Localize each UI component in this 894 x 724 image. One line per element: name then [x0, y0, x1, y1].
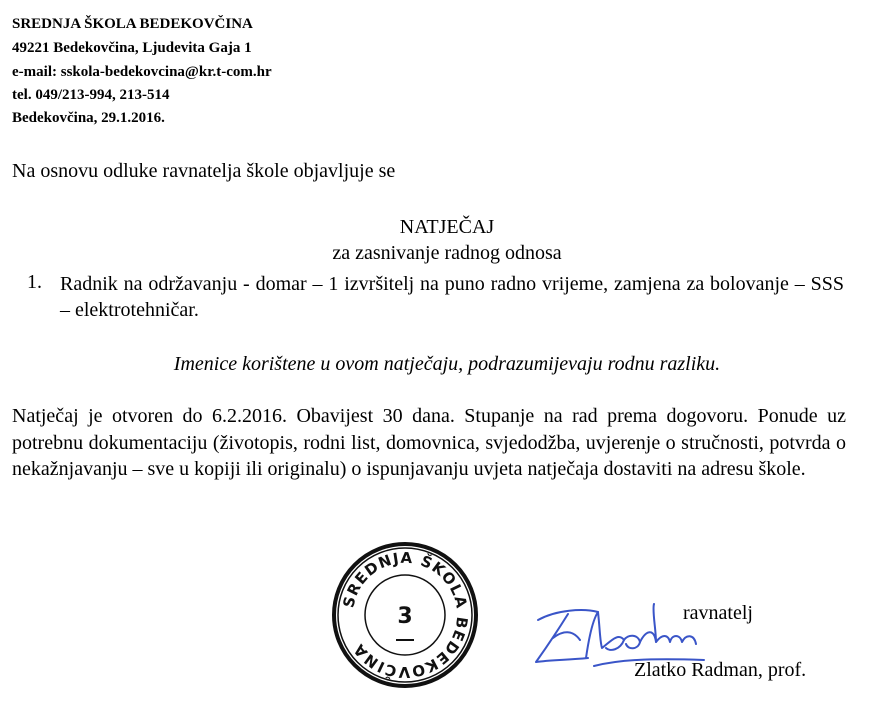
school-phone: tel. 049/213-994, 213-514 — [12, 87, 170, 103]
list-item-number: 1. — [27, 271, 42, 293]
application-paragraph: Natječaj je otvoren do 6.2.2016. Obavijest 30 dana. Stupanje na rad prema dogovoru. Ponude uz potrebnu dokumentaciju (životopis, rodni list, domovnica, svjedodžba, uvjerenje o stručnosti, potvrda o nekažnjavanju – sve u kopiji ili originalu) o ispunjavanju uvjeta natječaja dostaviti na adresu škole. — [12, 405, 846, 480]
school-stamp — [330, 540, 480, 690]
school-email: e-mail: sskola-bedekovcina@kr.t-com.hr — [12, 64, 272, 80]
list-item-text: Radnik na održavanju - domar – 1 izvršitelj na puno radno vrijeme, zamjena za bolovanje – SSS – elektrotehničar. — [60, 273, 844, 321]
document-subtitle: za zasnivanje radnog odnosa — [332, 242, 562, 264]
stamp-number: 3 — [397, 604, 413, 629]
document-date: Bedekovčina, 29.1.2016. — [12, 110, 165, 126]
stamp-graphic — [330, 540, 480, 690]
gender-note: Imenice korištene u ovom natječaju, podrazumijevaju rodnu razliku. — [173, 353, 721, 375]
intro-text: Na osnovu odluke ravnatelja škole objavljuje se — [12, 160, 396, 182]
school-address: 49221 Bedekovčina, Ljudevita Gaja 1 — [12, 40, 252, 56]
document-title: NATJEČAJ — [399, 216, 495, 238]
signatory-role: ravnatelj — [683, 602, 753, 624]
stamp-text: SREDNJA ŠKOLA BEDEKOVČINA — [339, 548, 472, 682]
school-name: SREDNJA ŠKOLA BEDEKOVČINA — [12, 16, 253, 32]
signatory-name: Zlatko Radman, prof. — [634, 659, 807, 681]
